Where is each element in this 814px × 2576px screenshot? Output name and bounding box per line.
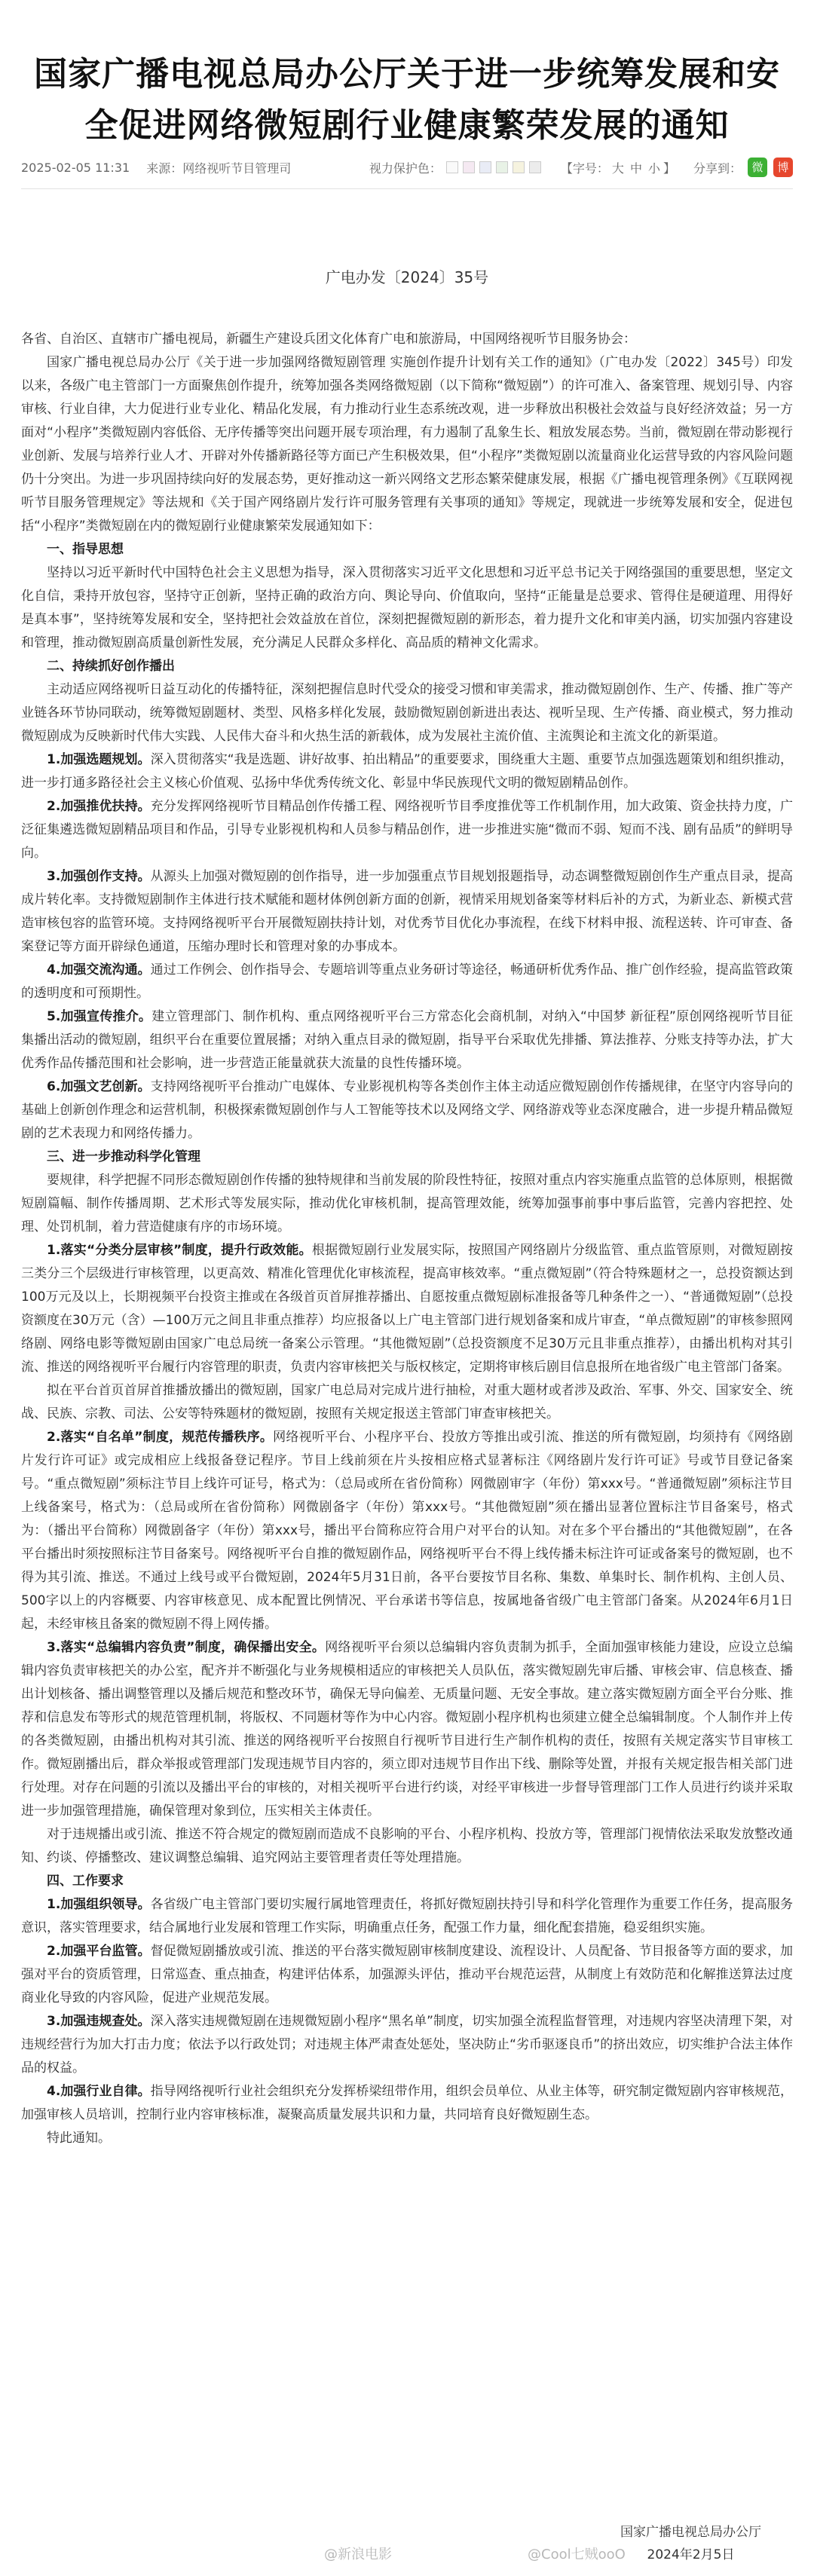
section-paragraph: 坚持以习近平新时代中国特色社会主义思想为指导，深入贯彻落实习近平文化思想和习近平总书记关于网络强国的重要思想，坚定文化自信，秉持开放包容，坚持守正创新，坚持正确的政治方向、舆论导向、价值取向，坚持“正能量是总要求、管得住是硬道理、用得好是真本事”，坚持统筹发展和安全，坚持把社会效益放在首位，深刻把握微短剧的新形态，着力提升文化和审美内涵，切实加强内容建设和管理，推动微短剧高质量创新性发展，充分满足人民群众多样化、高品质的精神文化需求。 (21, 565, 793, 650)
share-bar (693, 158, 793, 177)
section-paragraph: 主动适应网络视听日益互动化的传播特征，深刻把握信息时代受众的接受习惯和审美需求，推动微短剧创作、生产、传播、推广等产业链各环节协同联动，统筹微短剧题材、类型、风格多样化发展，鼓励微短剧创新进出表达、视听呈现、生产传播、商业模式，努力推动微短剧成为反映新时代伟大实践、人民伟大奋斗和火热生活的新载体，成为发展社主流价值、主流舆论和主流文化的新渠道。 (21, 682, 793, 744)
font-size-label: 【字号： (560, 161, 609, 176)
font-size-large[interactable]: 大 (611, 161, 624, 176)
document-number: 广电办发〔2024〕35号 (325, 268, 489, 286)
color-swatch-2[interactable] (463, 161, 475, 173)
signature-date: 2024年2月5日 (647, 2547, 735, 2562)
item-paragraph: 2.加强推优扶持。充分发挥网络视听节目精品创作传播工程、网络视听节目季度推优等工作机制作用，加大政策、资金扶持力度，广泛征集遴选微短剧精品项目和作品，引导专业影视机构和人员参与精品创作，进一步推进实施“微而不弱、短而不浅、剧有品质”的鲜明导向。 (21, 799, 793, 861)
wechat-icon[interactable]: 微 (748, 158, 767, 177)
watermark-right: @Cool七贼ooO (528, 2547, 626, 2562)
item-paragraph: 3.加强违规查处。深入落实违规微短剧在违规微短剧小程序“黑名单”制度，切实加强全流程监督管理，对违规内容坚决清理下架，对违规经营行为加大打击力度；依法予以行政处罚；对违规主体严肃查处惩处，坚决防止“劣币驱逐良币”的挤出效应，切实维护合法主体作品的权益。 (21, 2014, 793, 2076)
article-body (21, 328, 793, 2150)
item-paragraph: 3.加强创作支持。从源头上加强对微短剧的创作指导，进一步加强重点节目规划报题指导，动态调整微短剧创作生产重点目录，提高成片转化率。支持微短剧制作主体进行技术赋能和题材体例创新方面的创新，视情采用规划备案等材料后补的方式，为新业态、新模式营造审核包容的监管环境。支持网络视听平台开展微短剧扶持计划，对优秀节目优化办事流程，在线下材料申报、流程送转、许可审查、备案登记等方面开辟绿色通道，压缩办理时长和管理对象的办事成本。 (21, 869, 793, 954)
color-swatch-1[interactable] (446, 161, 458, 173)
page-title: 国家广播电视总局办公厅关于进一步统筹发展和安全促进网络微短剧行业健康繁荣发展的通知 (34, 55, 780, 145)
item-paragraph: 5.加强宣传推介。建立管理部门、制作机构、重点网络视听平台三方常态化会商机制，对纳入“中国梦 新征程”原创网络视听节目征集播出活动的微短剧，组织平台在重要位置展播；对纳入重点目录的微短剧，指导平台采取优先排播、算法推荐、分账支持等办法，扩大优秀作品传播范围和社会影响，进一步营造正能量就获大流量的良性传播环境。 (21, 1009, 793, 1071)
item-paragraph: 4.加强行业自律。指导网络视听行业社会组织充分发挥桥梁纽带作用，组织会员单位、从业主体等，研究制定微短剧内容审核规范，加强审核人员培训，控制行业内容审核标准，凝聚高质量发展共识和力量，共同培育良好微短剧生态。 (21, 2084, 793, 2122)
watermark-left: @新浪电影 (324, 2547, 392, 2562)
font-size-small[interactable]: 小 (647, 161, 660, 176)
section-paragraph: 要规律，科学把握不同形态微短剧创作传播的独特规律和当前发展的阶段性特征，按照对重点内容实施重点监管的总体原则，根据微短剧篇幅、制作传播周期、艺术形式等发展实际，推动优化审核机制，提高管理效能，统筹加强事前事中事后监管，完善内容把控、处理、处罚机制，着力营造健康有序的市场环境。 (21, 1173, 793, 1234)
meta-divider (21, 188, 793, 189)
font-size-medium[interactable]: 中 (629, 161, 642, 176)
signature-org: 国家广播电视总局办公厅 (620, 2525, 761, 2540)
vision-color-picker (369, 159, 541, 176)
section-heading: 一、指导思想 (47, 542, 124, 557)
salutation: 各省、自治区、直辖市广播电视局，新疆生产建设兵团文化体育广电和旅游局，中国网络视听节目服务协会： (21, 332, 636, 347)
item-paragraph: 2.落实“自名单”制度，规范传播秩序。网络视听平台、小程序平台、投放方等推出或引流、推送的所有微短剧，均须持有《网络剧片发行许可证》或完成相应上线报备登记程序。节目上线前须在片头按相应格式显著标注《网络剧片发行许可证》号或节目登记备案号。“重点微短剧”须标注节目上线许可证号，格式为：（总局或所在省份简称）网微剧审字（年份）第xxx号。“普通微短剧”须标注节目上线备案号，格式为：（总局或所在省份简称）网微剧备字（年份）第xxx号。“其他微短剧”须在播出显著位置标注节目备案号，格式为：（播出平台简称）网微剧备字（年份）第xxx号，播出平台简称应符合用户对平台的认知。对在多个平台播出的“其他微短剧”，在各平台播出时须按照标注节目备案号。网络视听平台自推的微短剧作品，网络视听平台不得上线传播未标注许可证或备案号的微短剧，也不得为其引流、推送。不通过上线号或平台微短剧，2024年5月31日前，各平台要按节目名称、集数、单集时长、制作机构、主创人员、500字以上的内容概要、内容审核意见、成本配置比例情况、平台承诺书等信息，按属地备省级广电主管部门备案。从2024年6月1日起，未经审核且备案的微短剧不得上网传播。 (21, 1430, 793, 1632)
closing-line: 特此通知。 (47, 2131, 111, 2146)
item-paragraph: 1.落实“分类分层审核”制度，提升行政效能。根据微短剧行业发展实际，按照国产网络剧片分级监管、重点监管原则，对微短剧按三类分三个层级进行审核管理，以更高效、精准化管理优化审核流程，提高审核效率。“重点微短剧”（符合特殊题材之一，总投资额达到100万元及以上，长期视频平台投资主推或在各级首页首屏推荐播出、自愿按重点微短剧标准报备等几种条件之一）、“普通微短剧”（总投资额度在30万元（含）—100万元之间且非重点推荐）均应报备以上广电主管部门进行规划备案和成片审查，“单点微短剧”的审核参照网络剧、网络电影等微短剧由国家广电总局统一备案公示管理。“其他微短剧”（总投资额度不足30万元且非重点推荐），由播出机构对其引流、推送的网络视听平台履行内容管理的职责，负责内容审核把关与版权核定，定期将审核后剧目信息报所在地省级广电主管部门备案。 (21, 1243, 793, 1375)
font-size-switcher (561, 159, 675, 176)
weibo-icon[interactable]: 博 (773, 158, 793, 177)
section-heading: 二、持续抓好创作播出 (47, 659, 175, 674)
section-heading: 三、进一步推动科学化管理 (47, 1149, 200, 1164)
vision-label: 视力保护色： (369, 161, 442, 176)
signature-block (620, 2521, 761, 2566)
color-swatch-3[interactable] (479, 161, 491, 173)
meta-bar (21, 154, 793, 180)
color-swatch-5[interactable] (513, 161, 525, 173)
section-heading: 四、工作要求 (47, 1874, 124, 1889)
item-paragraph: 1.加强组织领导。各省级广电主管部门要切实履行属地管理责任，将抓好微短剧扶持引导和科学化管理作为重要工作任务，提高服务意识，落实管理要求，结合属地行业发展和管理工作实际，明确重点任务，配强工作力量，细化配套措施，稳妥组织实施。 (21, 1897, 793, 1935)
font-size-end: 】 (663, 161, 675, 176)
color-swatch-6[interactable] (529, 161, 541, 173)
source-label: 来源：网络视听节目管理司 (146, 161, 292, 176)
item-paragraph: 拟在平台首页首屏首推播放播出的微短剧，国家广电总局对完成片进行抽检，对重大题材或者涉及政治、军事、外交、国家安全、统战、民族、宗教、司法、公安等特殊题材的微短剧，按照有关规定报送主管部门审查审核把关。 (21, 1383, 793, 1421)
color-swatch-4[interactable] (496, 161, 508, 173)
publish-datetime: 2025-02-05 11:31 (21, 160, 130, 175)
item-paragraph: 3.落实“总编辑内容负责”制度，确保播出安全。网络视听平台须以总编辑内容负责制为抓手，全面加强审核能力建设，应设立总编辑内容负责审核把关的办公室，配齐并不断强化与业务规模相适应的审核把关人员队伍，落实微短剧先审后播、审核会审、信息核查、播出计划核备、播出调整管理以及播后规范和整改环节，确保无导向偏差、无质量问题、无安全事故。建立落实微短剧方面全平台分账、推荐和信息发布等形式的规范管理机制，将版权、不同题材等作为中心内容。微短剧小程序机构也须建立健全总编辑制度。个人制作并上传的各类微短剧，由播出机构对其引流、推送的网络视听平台按照自行视听节目进行生产制作机构的责任，按照有关规定落实节目审核工作。微短剧播出后，群众举报或管理部门发现违规节目内容的，须立即对违规节目作出下线、删除等处置，并报有关规定报告相关部门进行处理。对存在问题的引流以及播出平台的审核的，对相关视听平台进行约谈，对经平审核进一步督导管理部门工作人员进行约谈并采取进一步加强管理措施，确保管理对象到位，压实相关主体责任。 (21, 1640, 794, 1819)
item-paragraph: 6.加强文艺创新。支持网络视听平台推动广电媒体、专业影视机构等各类创作主体主动适应微短剧创作传播规律，在坚守内容导向的基础上创新创作理念和运营机制，积极探索微短剧创作与人工智能等技术以及网络文学、网络游戏等业态深度融合，进一步提升精品微短剧的艺术表现力和网络传播力。 (21, 1079, 793, 1141)
item-paragraph: 对于违规播出或引流、推送不符合规定的微短剧而造成不良影响的平台、小程序机构、投放方等，管理部门视情依法采取发放整改通知、约谈、停播整改、建议调整总编辑、追究网站主要管理者责任等处理措施。 (21, 1827, 793, 1865)
item-paragraph: 4.加强交流沟通。通过工作例会、创作指导会、专题培训等重点业务研讨等途径，畅通研析优秀作品、推广创作经验，提高监管政策的透明度和可预期性。 (21, 962, 793, 1001)
intro-paragraph: 国家广播电视总局办公厅《关于进一步加强网络微短剧管理 实施创作提升计划有关工作的通知》（广电办发〔2022〕345号）印发以来，各级广电主管部门一方面聚焦创作提升，统筹加强各类网络微短剧（以下简称“微短剧”）的许可准入、备案管理、规划引导、内容审核、行业自律，大力促进行业专业化、精品化发展，有力推动行业生态系统改观，进一步释放出积极社会效益与良好经济效益；另一方面对“小程序”类微短剧内容低俗、无序传播等突出问题开展专项治理，有力遏制了乱象生长、粗放发展态势。当前，微短剧在带动影视行业创新、发展与培养行业人才、开辟对外传播新路径等方面已产生积极效果，但“小程序”类微短剧以流量商业化运营导致的内容风险问题仍十分突出。为进一步巩固持续向好的发展态势，更好推动这一新兴网络文艺形态繁荣健康发展，根据《广播电视管理条例》《互联网视听节目服务管理规定》等法规和《关于国产网络剧片发行许可服务管理有关事项的通知》等规定，现就进一步统筹发展和安全，促进包括“小程序”类微短剧在内的微短剧行业健康繁荣发展通知如下： (21, 355, 793, 534)
share-label: 分享到： (693, 161, 742, 176)
item-paragraph: 1.加强选题规划。深入贯彻落实“我是选题、讲好故事、拍出精品”的重要要求，围绕重大主题、重要节点加强选题策划和组织推动，进一步打通多路径社会主义核心价值观、弘扬中华优秀传统文化、彰显中华民族现代文明的微短剧精品创作。 (21, 752, 793, 791)
item-paragraph: 2.加强平台监管。督促微短剧播放或引流、推送的平台落实微短剧审核制度建设、流程设计、人员配备、节目报备等方面的要求，加强对平台的资质管理，日常巡查、重点抽查，构建评估体系，加强源头评估，推动平台规范运营，从制度上有效防范和化解推送算法过度商业化导致的内容风险，促进产业规范发展。 (21, 1944, 793, 2005)
